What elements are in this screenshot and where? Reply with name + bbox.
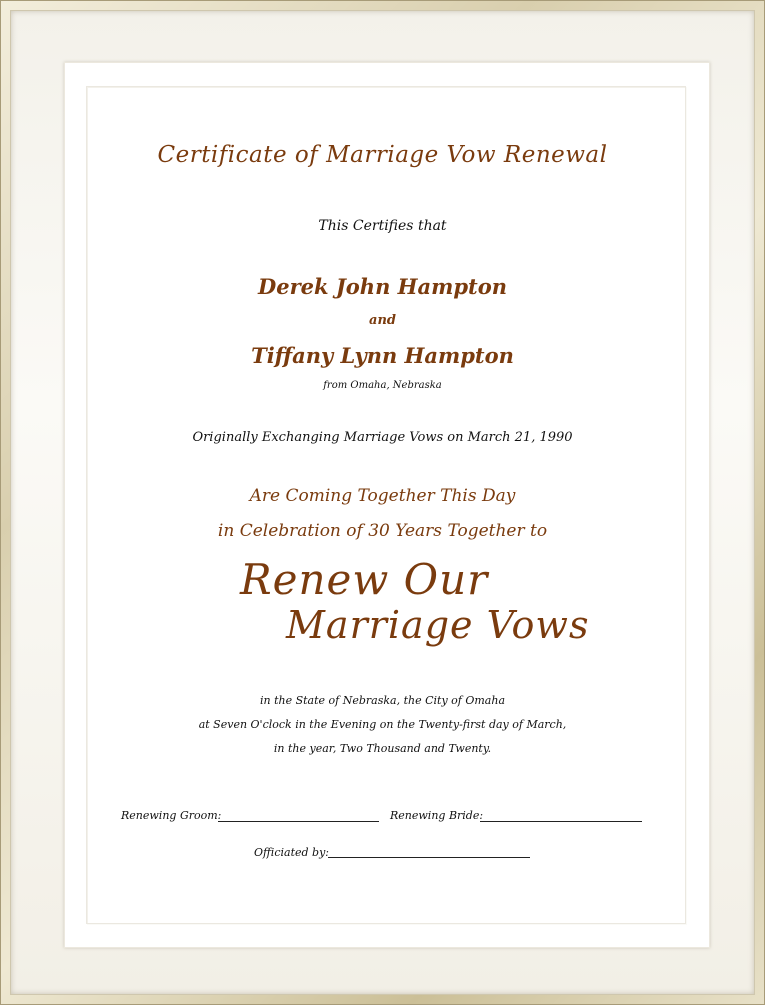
groom-name: Derek John Hampton bbox=[258, 274, 507, 299]
officiant-signature-line[interactable] bbox=[328, 857, 530, 858]
location-text: in the State of Nebraska, the City of Omaha bbox=[259, 694, 505, 707]
certificate-title: Certificate of Marriage Vow Renewal bbox=[157, 142, 608, 168]
groom-signature-label: Renewing Groom: bbox=[121, 809, 222, 822]
renew-heading-line2: Marriage Vows bbox=[286, 603, 590, 647]
conjunction-text: and bbox=[369, 313, 396, 328]
groom-signature-line[interactable] bbox=[218, 821, 379, 822]
celebration-text: in Celebration of 30 Years Together to bbox=[217, 521, 548, 541]
bride-name: Tiffany Lynn Hampton bbox=[251, 343, 514, 368]
certifies-text: This Certifies that bbox=[318, 218, 447, 234]
coming-together-text: Are Coming Together This Day bbox=[249, 486, 516, 506]
original-vows-text: Originally Exchanging Marriage Vows on March 21, 1990 bbox=[192, 430, 573, 445]
bride-signature-label: Renewing Bride: bbox=[390, 809, 484, 822]
time-text: at Seven O'clock in the Evening on the Twenty-first day of March, bbox=[198, 718, 567, 731]
bride-signature-line[interactable] bbox=[480, 821, 642, 822]
hometown-text: from Omaha, Nebraska bbox=[323, 380, 442, 391]
renew-heading-line1: Renew Our bbox=[240, 555, 489, 604]
officiant-label: Officiated by: bbox=[254, 846, 329, 859]
year-text: in the year, Two Thousand and Twenty. bbox=[273, 742, 492, 755]
